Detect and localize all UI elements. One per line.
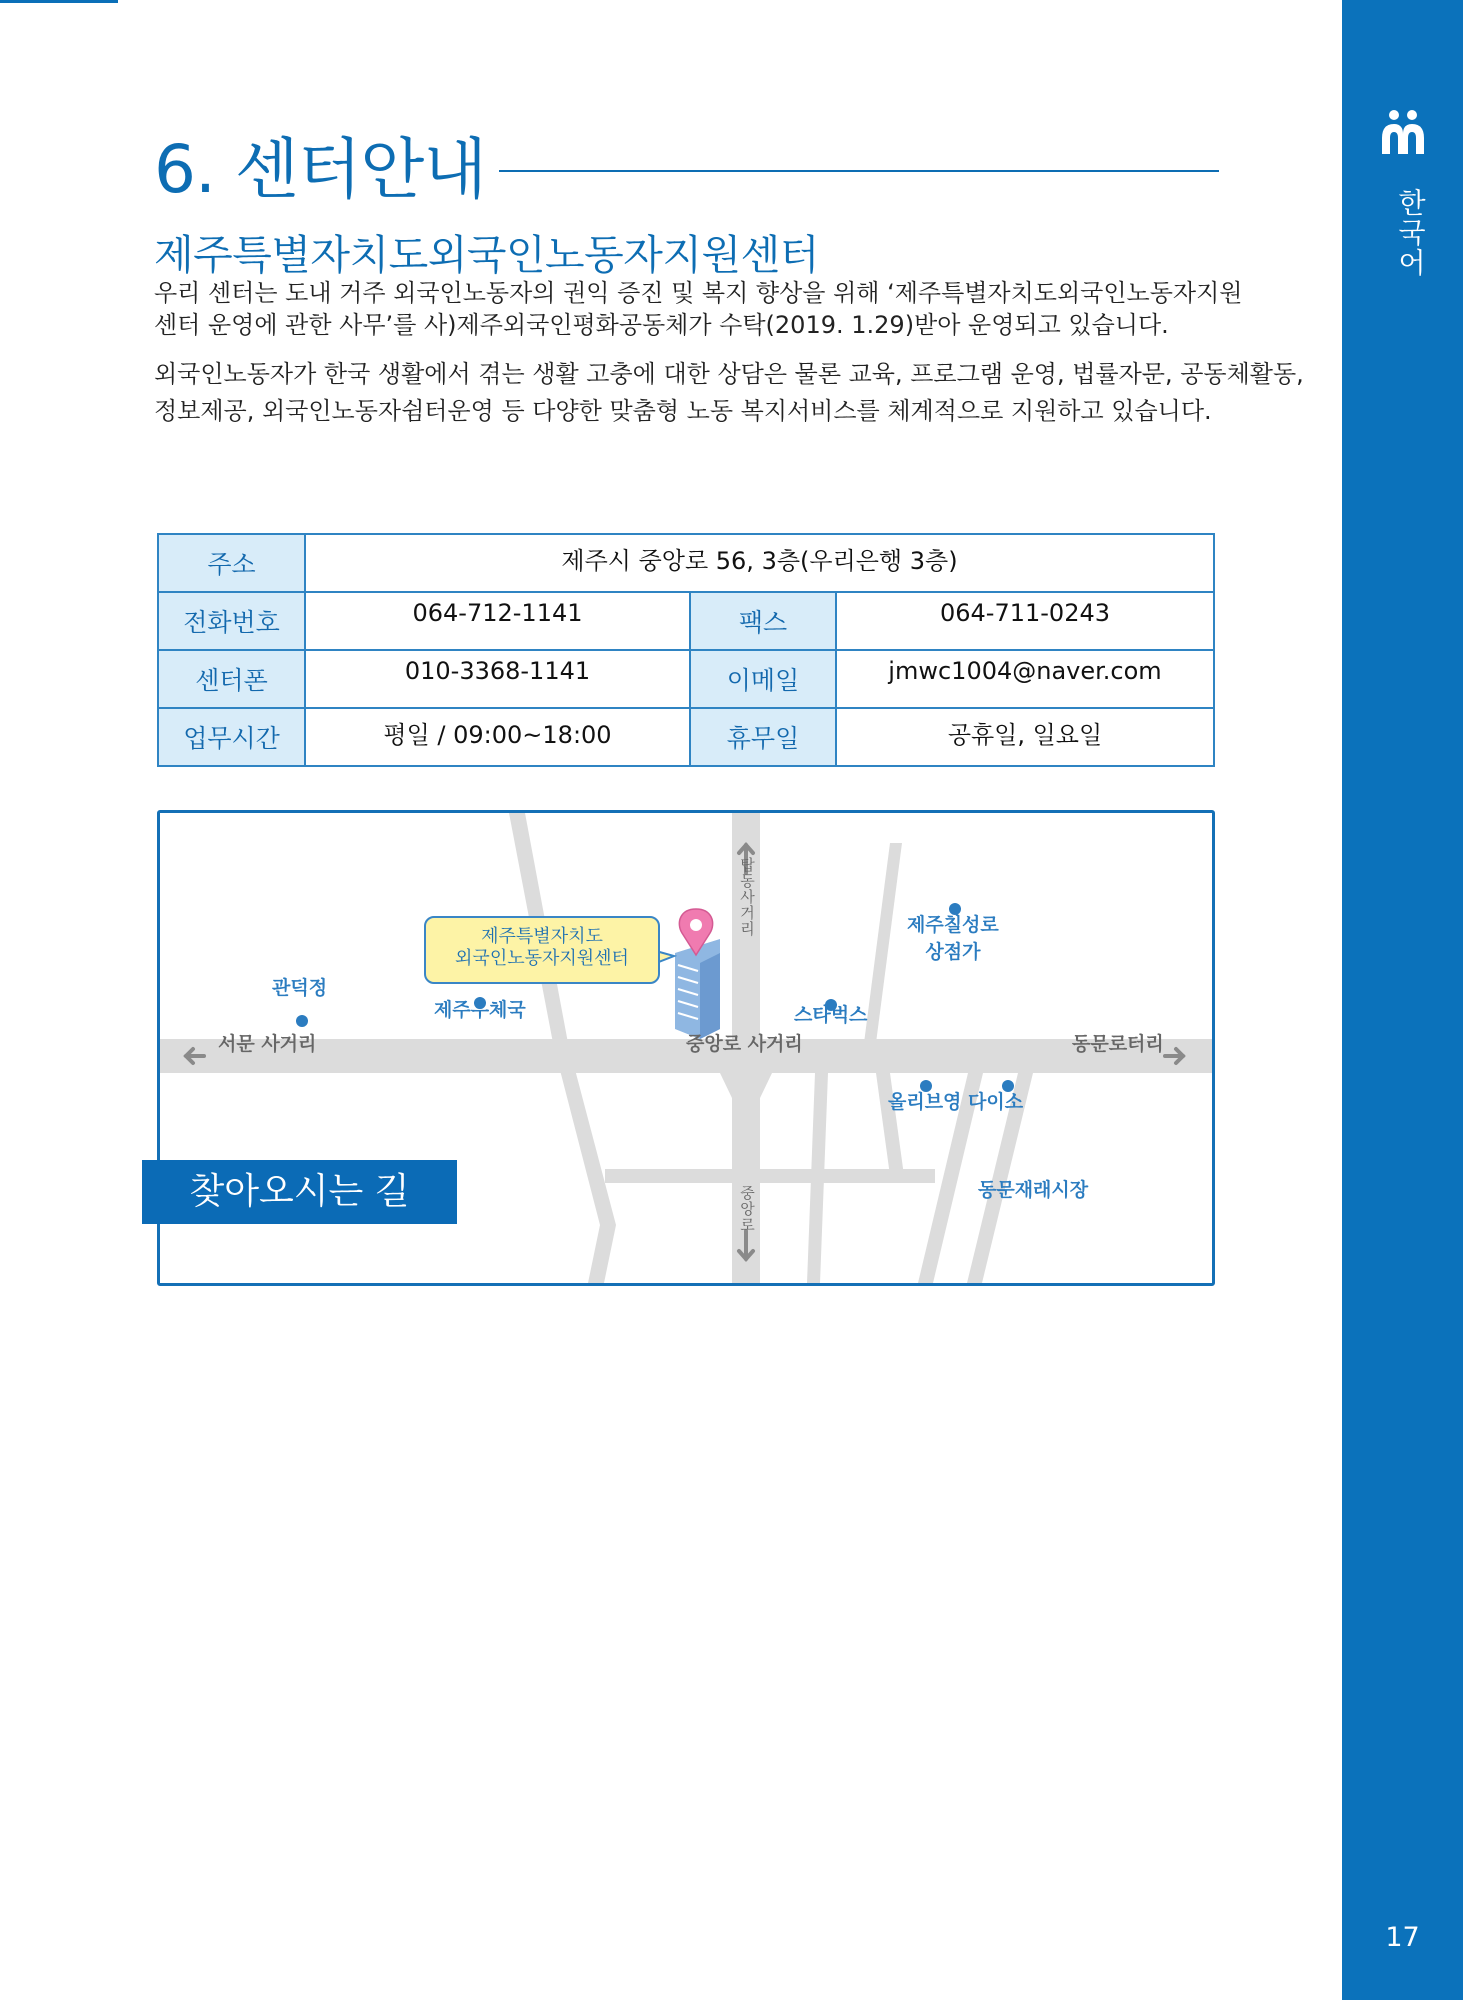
top-accent-bar bbox=[0, 0, 118, 3]
center-callout bbox=[424, 916, 660, 984]
mobile-label: 센터폰 bbox=[158, 650, 305, 708]
directions-banner: 찾아오시는 길 bbox=[142, 1160, 457, 1224]
location-map bbox=[157, 810, 1215, 1286]
language-label: 한국어 bbox=[1394, 188, 1427, 278]
address-value: 제주시 중앙로 56, 3층(우리은행 3층) bbox=[305, 534, 1214, 592]
page-number: 17 bbox=[1385, 1922, 1420, 1953]
gwandeokjeong-label: 관덕정 bbox=[272, 977, 328, 999]
intro-paragraph-1 bbox=[154, 277, 1384, 341]
jungang-crossroad-label: 중앙로 사거리 bbox=[686, 1033, 803, 1055]
intro-line: 외국인노동자가 한국 생활에서 겪는 생활 고충에 대한 상담은 물론 교육, 프로그램 운영, 법률자문, 공동체활동, bbox=[154, 360, 1304, 388]
intro-line: 센터 운영에 관한 사무’를 사)제주외국인평화공동체가 수탁(2019. 1.29)받아 운영되고 있습니다. bbox=[154, 311, 1169, 339]
closed-label: 휴무일 bbox=[690, 708, 836, 766]
chilseong-label bbox=[907, 910, 999, 964]
phone-label: 전화번호 bbox=[158, 592, 305, 650]
chilseong-line: 제주칠성로 bbox=[907, 914, 999, 936]
seomun-crossroad-label: 서문 사거리 bbox=[218, 1033, 317, 1055]
page-title: 6. 센터안내 bbox=[154, 131, 486, 208]
mobile-value: 010-3368-1141 bbox=[305, 650, 690, 708]
table-row bbox=[158, 592, 1214, 650]
oliveyoung-daiso-label: 올리브영 다이소 bbox=[888, 1091, 1024, 1113]
contact-table bbox=[157, 533, 1215, 767]
section-header bbox=[154, 130, 1219, 210]
starbucks-label: 스타벅스 bbox=[794, 1004, 868, 1026]
title-rule bbox=[499, 170, 1219, 172]
table-row bbox=[158, 650, 1214, 708]
chilseong-line: 상점가 bbox=[925, 941, 981, 963]
person-pair-logo-icon bbox=[1378, 108, 1428, 158]
phone-value: 064-712-1141 bbox=[305, 592, 690, 650]
intro-paragraph-2 bbox=[154, 356, 1384, 430]
callout-line: 외국인노동자지원센터 bbox=[455, 948, 629, 969]
dongmun-market-label: 동문재래시장 bbox=[978, 1179, 1089, 1201]
road-bottom-label: 중앙로 bbox=[738, 1185, 756, 1233]
org-name: 제주특별자치도외국인노동자지원센터 bbox=[154, 231, 819, 279]
table-row bbox=[158, 708, 1214, 766]
hours-label: 업무시간 bbox=[158, 708, 305, 766]
post-office-label: 제주우체국 bbox=[434, 999, 526, 1021]
dongmun-rotary-label: 동문로터리 bbox=[1072, 1033, 1164, 1055]
address-label: 주소 bbox=[158, 534, 305, 592]
email-value: jmwc1004@naver.com bbox=[836, 650, 1214, 708]
hours-value: 평일 / 09:00~18:00 bbox=[305, 708, 690, 766]
fax-value: 064-711-0243 bbox=[836, 592, 1214, 650]
intro-line: 정보제공, 외국인노동자쉼터운영 등 다양한 맞춤형 노동 복지서비스를 체계적으로 지원하고 있습니다. bbox=[154, 397, 1212, 425]
email-label: 이메일 bbox=[690, 650, 836, 708]
fax-label: 팩스 bbox=[690, 592, 836, 650]
table-row bbox=[158, 534, 1214, 592]
closed-value: 공휴일, 일요일 bbox=[836, 708, 1214, 766]
intro-line: 우리 센터는 도내 거주 외국인노동자의 권익 증진 및 복지 향상을 위해 ‘제주특별자치도외국인노동자지원 bbox=[154, 279, 1243, 307]
road-top-label: 탑동사거리 bbox=[738, 857, 756, 937]
callout-line: 제주특별자치도 bbox=[481, 926, 603, 947]
